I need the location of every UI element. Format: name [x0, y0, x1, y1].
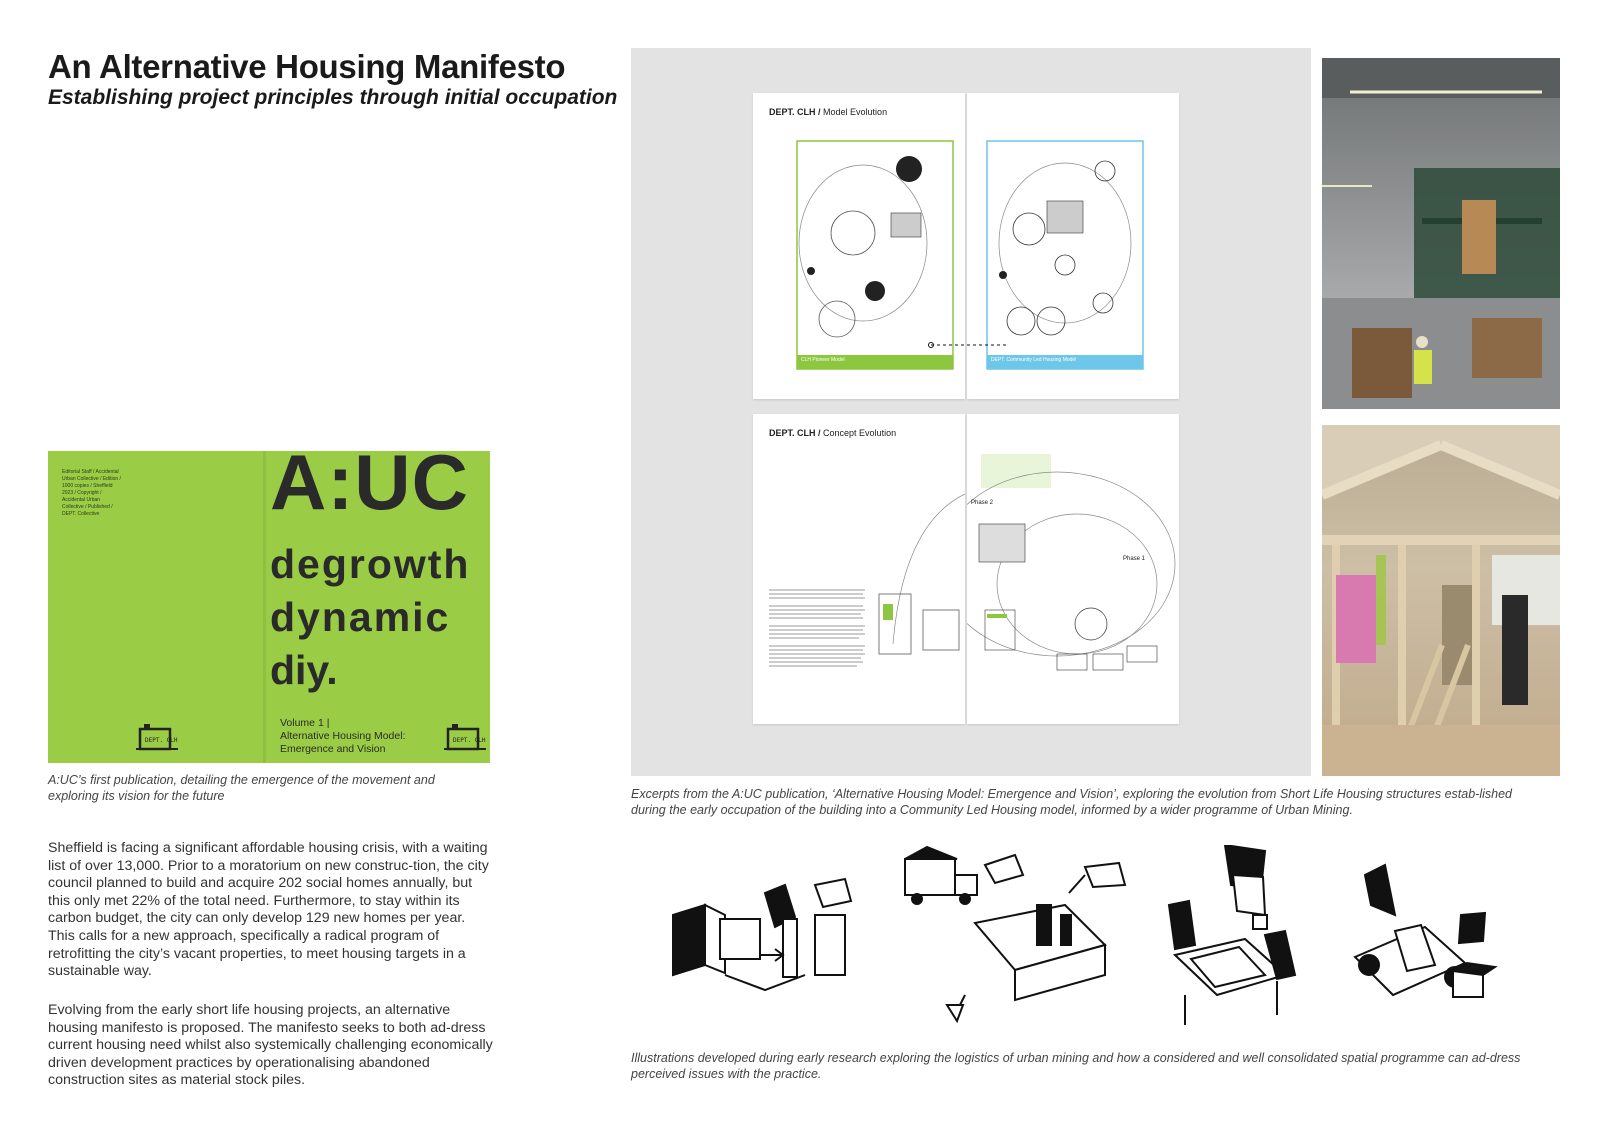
cover-tagline-line: diy. [270, 647, 338, 693]
spread-page-right [967, 93, 1179, 399]
urban-mining-sketches [665, 845, 1545, 1030]
spread-page-title: DEPT. CLH / Concept Evolution [769, 428, 897, 438]
spread-page-left [753, 414, 965, 724]
page-title: An Alternative Housing Manifesto [48, 48, 566, 85]
cover-caption: A:UC’s first publication, detailing the emergence of the movement and exploring its vision for the future [48, 773, 435, 803]
stamp-text: DEPT. CLH [145, 737, 178, 744]
intro-paragraph: Sheffield is facing a significant affordable housing crisis, with a waiting list of over 13,000. Prior to a moratorium on new construc-tion, the city council planned to build and acquire 202 social homes annually, but this only met 22% of the total need. Furthermore, to stay within its carbon budget, the city can only develop 129 new homes per year. This calls for a new approach, specifically a radical program of retrofitting the city’s vacant properties, to meet housing targets in a sustainable way. [48, 840, 489, 980]
sketch-illustrations [665, 845, 1545, 1030]
phase2-label: Phase 2 [971, 500, 994, 506]
timber-frame-photo [1322, 425, 1560, 776]
clh-model-label: DEPT. Community Led Housing Model [991, 357, 1077, 363]
timber-scene [1322, 425, 1560, 776]
pioneer-model-label: CLH Pioneer Model [801, 357, 845, 363]
model-diagram [967, 93, 1179, 399]
warehouse-photo [1322, 58, 1560, 409]
warehouse-scene [1322, 58, 1560, 409]
sketches-caption: Illustrations developed during early research exploring the logistics of urban mining and how a considered and well consolidated spatial programme can ad-dress perceived issues with the practice. [631, 1051, 1521, 1081]
spread-page-title: DEPT. CLH / Model Evolution [769, 107, 888, 117]
cover-colophon: Editorial Staff / Accidental Urban Collective / Edition / 1000 copies / Sheffield 2023 / Copyright / Accidental Urban Collective / Published / DEPT. Collective [62, 469, 121, 517]
cover-volume-text [280, 717, 405, 756]
sketch-workbench [1169, 845, 1295, 1025]
concept-diagram [967, 414, 1179, 724]
cover-volume-line: Volume 1 | [280, 717, 330, 729]
cover-tagline-line: dynamic [270, 594, 451, 640]
cover-fold [263, 451, 266, 763]
cover-tagline-line: degrowth [270, 541, 471, 587]
spread-page-left [753, 93, 965, 399]
page-subtitle: Establishing project principles through initial occupation [48, 86, 618, 109]
model-diagram [753, 93, 965, 399]
spreads-caption: Excerpts from the A:UC publication, ‘Alternative Housing Model: Emergence and Vision’, exploring the evolution from Short Life Housing structures estab-lished during the early occupation of the building into a Community Led Housing model, informed by a wider programme of Urban Mining. [631, 787, 1512, 817]
sketch-conveyor [1355, 865, 1495, 997]
manifesto-paragraph: Evolving from the early short life housing projects, an alternative housing manifesto is proposed. The manifesto seeks to both ad-dress current housing need whilst also systemically challenging economically driven development practices by operationalising abandoned construction sites as material stock piles. [48, 1002, 493, 1089]
dept-stamp-icon [444, 721, 488, 753]
publication-spreads-panel [631, 48, 1311, 776]
sketch-city-blocks [673, 879, 851, 990]
stamp-text: DEPT. CLH [453, 737, 486, 744]
cover-volume-line: Alternative Housing Model: [280, 730, 406, 742]
dept-stamp-icon [136, 721, 180, 753]
sketch-truck-and-site [905, 847, 1125, 1021]
cover-volume-line: Emergence and Vision [280, 743, 386, 755]
concept-text-lines [753, 414, 965, 724]
spread-page-right [967, 414, 1179, 724]
publication-cover-image [48, 451, 490, 763]
phase1-label: Phase 1 [1123, 556, 1146, 562]
cover-logo-text: A:UC [270, 451, 469, 526]
